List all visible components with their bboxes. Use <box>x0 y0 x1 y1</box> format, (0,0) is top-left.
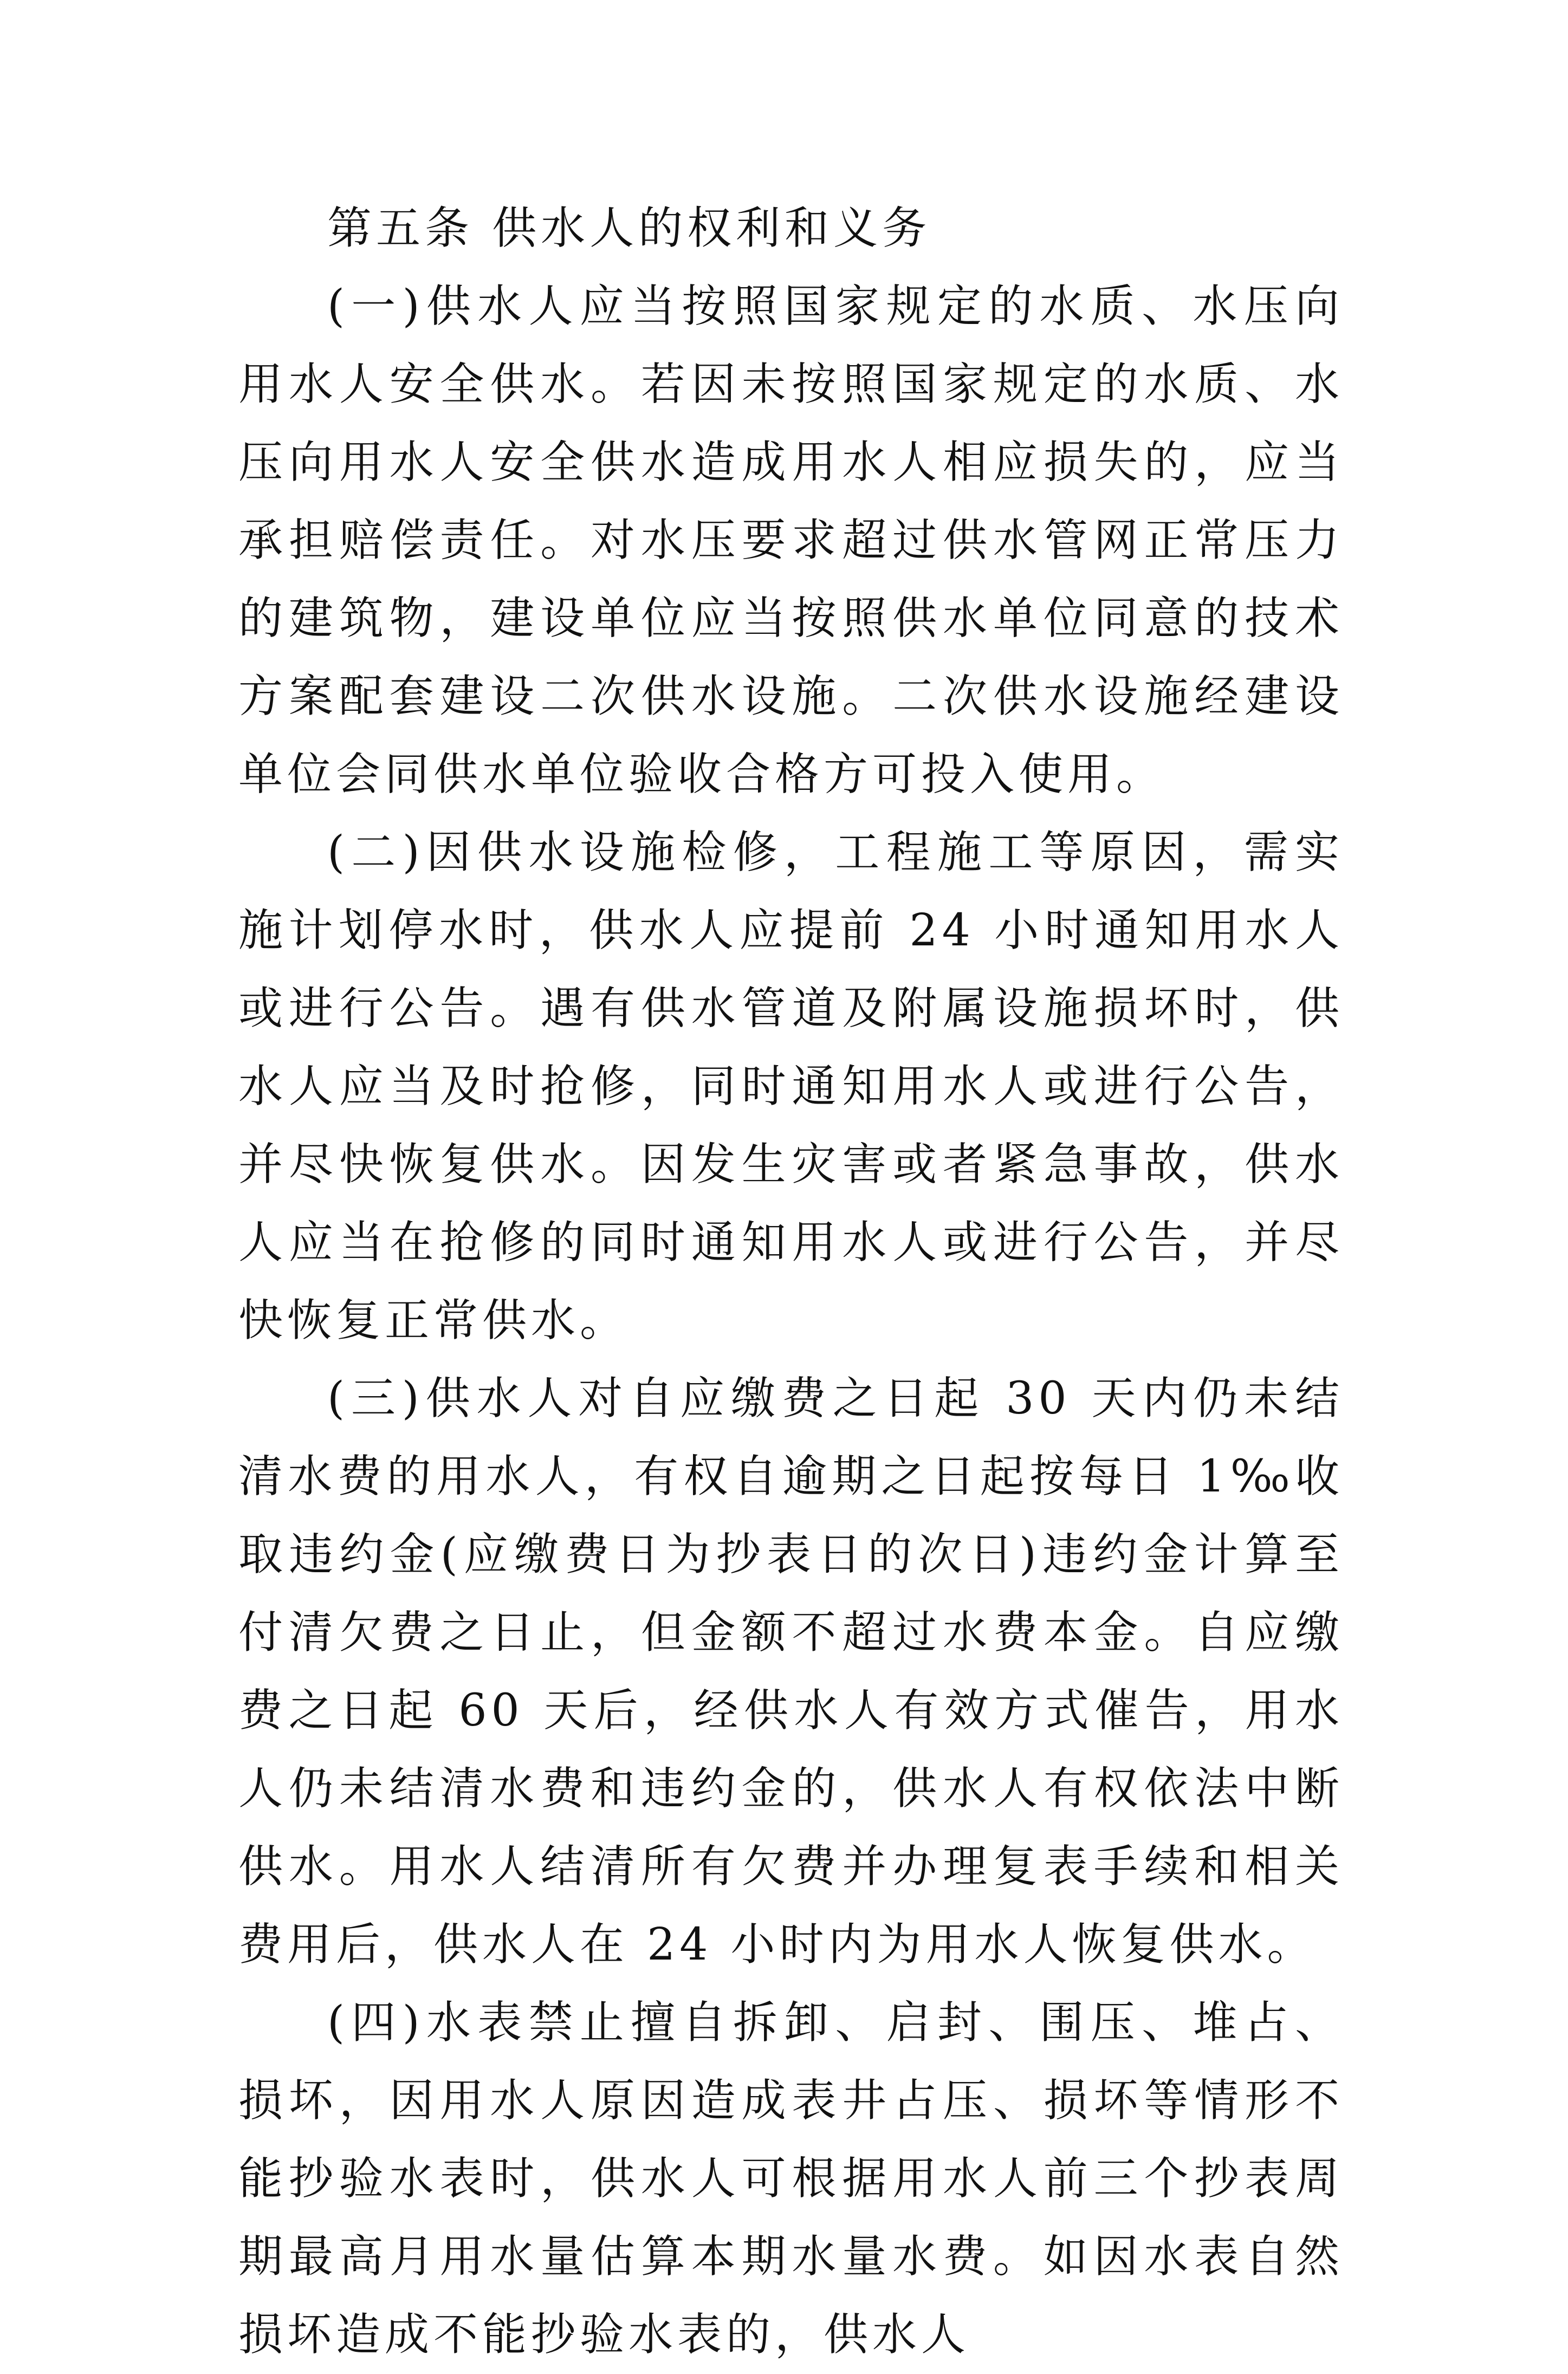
document-body <box>238 190 1344 2374</box>
paragraph-2: (二)因供水设施检修，工程施工等原因，需实施计划停水时，供水人应提前 24 小时通知用水人或进行公告。遇有供水管道及附属设施损坏时，供水人应当及时抢修，同时通知用水人或进行公告，并尽快恢复供水。因发生灾害或者紧急事故，供水人应当在抢修的同时通知用水人或进行公告，并尽快恢复正常供水。 <box>238 827 1344 1346</box>
paragraph-3: (三)供水人对自应缴费之日起 30 天内仍未结清水费的用水人，有权自逾期之日起按每日 1‰收取违约金(应缴费日为抄表日的次日)违约金计算至付清欠费之日止，但金额不超过水费本金。自应缴费之日起 60 天后，经供水人有效方式催告，用水人仍未结清水费和违约金的，供水人有权依法中断供水。用水人结清所有欠费并办理复表手续和相关费用后，供水人在 24 小时内为用水人恢复供水。 <box>238 1373 1344 1970</box>
article-heading: 第五条 供水人的权利和义务 <box>327 203 931 254</box>
paragraph-1: (一)供水人应当按照国家规定的水质、水压向用水人安全供水。若因未按照国家规定的水质、水压向用水人安全供水造成用水人相应损失的，应当承担赔偿责任。对水压要求超过供水管网正常压力的建筑物，建设单位应当按照供水单位同意的技术方案配套建设二次供水设施。二次供水设施经建设单位会同供水单位验收合格方可投入使用。 <box>238 281 1344 800</box>
paragraph-4: (四)水表禁止擅自拆卸、启封、围压、堆占、损坏，因用水人原因造成表井占压、损坏等情形不能抄验水表时，供水人可根据用水人前三个抄表周期最高月用水量估算本期水量水费。如因水表自然损坏造成不能抄验水表的，供水人 <box>238 1997 1344 2360</box>
